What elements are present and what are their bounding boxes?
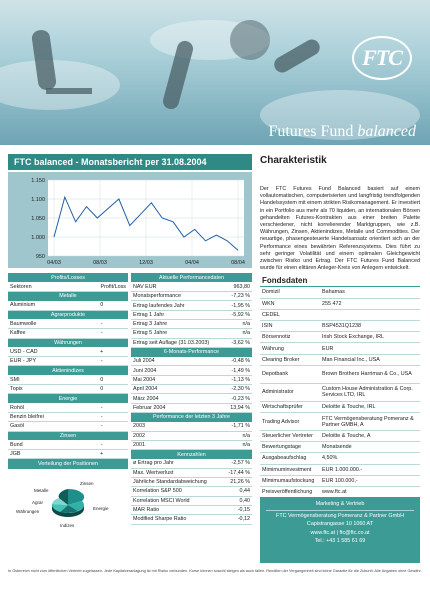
fund-field-label: WKN (260, 298, 320, 309)
contact-box (260, 497, 420, 563)
sector-header: Energie (8, 394, 128, 403)
fund-field-value: EUR 1.000.000.- (320, 464, 420, 475)
table-row (260, 287, 420, 298)
table-row (260, 486, 420, 497)
table-row (131, 338, 252, 347)
profit-sign: - (75, 319, 128, 328)
fund-field-label: Mimimumaufstockung (260, 475, 320, 486)
sector-name: JGB (8, 450, 75, 459)
metric-label: Ertrag seit Auflage (31.03.2003) (131, 338, 223, 347)
fund-data-header: Fondsdaten (260, 275, 420, 287)
fund-field-value: 4,50% (320, 453, 420, 464)
fund-field-label: Bewertungstage (260, 442, 320, 453)
metric-label: Modified Sharpe Ratio (131, 515, 223, 524)
table-row (131, 385, 252, 394)
metric-label: 2001 (131, 440, 223, 449)
metric-value: -0,23 % (223, 394, 252, 403)
metric-value: -1,49 % (223, 366, 252, 375)
profit-sign: - (75, 412, 128, 421)
table-row (260, 464, 420, 475)
metric-value: -5,92 % (223, 310, 252, 319)
x-tick-label: 04/04 (185, 260, 199, 266)
metric-value: n/a (223, 319, 252, 328)
pie-label-waehrungen: Währungen (16, 508, 40, 514)
table-row (260, 413, 420, 431)
contact-company: FTC Vermögensberatung Pomeranz & Partner GmbH (276, 512, 404, 519)
metric-value: 21,26 % (223, 478, 252, 487)
metric-value: -1,95 % (223, 301, 252, 310)
metric-label: Jährliche Standardabweichung (131, 478, 223, 487)
section-header: Aktuelle Performancedaten (131, 273, 252, 282)
table-row (131, 310, 252, 319)
fund-field-label: Börsennotiz (260, 332, 320, 343)
pie-label-indizes: Indizes (60, 522, 75, 528)
table-row (260, 383, 420, 401)
metric-label: NAV EUR (131, 282, 223, 291)
sector-name: Bund (8, 440, 75, 449)
characteristic-heading: Charakteristik (260, 155, 327, 166)
metric-value: n/a (223, 440, 252, 449)
profit-sign: 0 (75, 375, 128, 384)
fund-field-label: Domizil (260, 287, 320, 298)
profits-losses-table (8, 273, 128, 459)
metric-label: Februar 2004 (131, 403, 223, 412)
table-row (260, 453, 420, 464)
metric-value: -0,12 (223, 515, 252, 524)
table-row (8, 301, 128, 310)
table-row (131, 515, 252, 524)
fund-field-value: Man Financial Inc., USA (320, 354, 420, 365)
table-row (131, 375, 252, 384)
table-row (131, 468, 252, 477)
section-header: Performance der letzten 3 Jahre (131, 412, 252, 421)
metric-label: 2003 (131, 422, 223, 431)
table-row (8, 385, 128, 394)
metric-label: Monatsperformance (131, 292, 223, 301)
metric-label: Ertrag 5 Jahre (131, 329, 223, 338)
x-tick-label: 04/03 (47, 260, 61, 266)
table-row (260, 365, 420, 383)
profit-sign: - (75, 329, 128, 338)
profit-sign: 0 (75, 301, 128, 310)
fund-field-value: Custom House Administration & Corp. Services LTD, IRL (320, 383, 420, 401)
table-row (131, 422, 252, 431)
sector-name: Aluminium (8, 301, 75, 310)
report-title-bar (8, 154, 252, 170)
sector-name: SMI (8, 375, 75, 384)
table-row (8, 450, 128, 459)
fund-field-label: Wirtschaftsprüfer (260, 401, 320, 412)
fund-field-label: Depotbank (260, 365, 320, 383)
table-row (131, 459, 252, 468)
fund-field-value: Bahamas (320, 287, 420, 298)
table-row (131, 487, 252, 496)
metric-value: -2,57 % (223, 459, 252, 468)
sector-name: EUR - JPY (8, 357, 75, 366)
metric-value: -1,71 % (223, 422, 252, 431)
section-header: Kennzahlen (131, 450, 252, 459)
table-row (8, 440, 128, 449)
sector-header: Aktienindizes (8, 366, 128, 375)
diving-board (46, 88, 92, 94)
metric-value: -0,48 % (223, 357, 252, 366)
pie-label-energie: Energie (93, 505, 109, 511)
metric-label: Ertrag 3 Jahre (131, 319, 223, 328)
contact-header: Marketing & Vertrieb (315, 501, 365, 507)
fund-field-value: www.ftc.at (320, 486, 420, 497)
nav-chart-svg (8, 172, 252, 268)
table-row (260, 354, 420, 365)
fund-field-value: Irish Stock Exchange, IRL (320, 332, 420, 343)
table-row (8, 422, 128, 431)
metric-label: April 2004 (131, 385, 223, 394)
table-row (131, 431, 252, 440)
metric-label: 2002 (131, 431, 223, 440)
metric-value: 963,80 (223, 282, 252, 291)
metric-label: Mai 2004 (131, 375, 223, 384)
sector-col-header: Sektoren (8, 282, 75, 291)
table-row (131, 394, 252, 403)
contact-address: Capistrangasse 10 1060 AT (306, 521, 374, 528)
fund-field-label: CEDEL (260, 309, 320, 320)
table-row (260, 401, 420, 412)
table-row (260, 442, 420, 453)
nav-chart (8, 172, 252, 268)
table-row (131, 496, 252, 505)
contact-divider (266, 510, 414, 511)
pie-label-metalle: Metalle (34, 487, 49, 493)
table-row (8, 357, 128, 366)
table-row (131, 301, 252, 310)
fund-field-label: Währung (260, 343, 320, 354)
profit-sign: - (75, 440, 128, 449)
fund-field-value: 255 472 (320, 298, 420, 309)
disclaimer-footer: In Österreich nicht zum öffentlichen Vertrieb zugelassen. Jede Kapitalveranlagung ist mit Risiko verbunden. Kurse können sowohl steigen als auch fallen. Renditen der Vergangenheit sind keine Garantie für die Zukunft. Alle Angaben ohne Gewähr. (8, 569, 422, 573)
brand-title-main: Futures Fund (268, 123, 354, 140)
table-row (260, 431, 420, 442)
contact-web[interactable]: www.ftc.at | ftc@ftc.co.at (310, 529, 370, 536)
table-row (131, 319, 252, 328)
fund-field-label: Clearing Broker (260, 354, 320, 365)
sector-name: Kaffee (8, 329, 75, 338)
distribution-pie (8, 469, 128, 535)
fund-field-label: Steuerlicher Vertreter (260, 431, 320, 442)
table-row (131, 282, 252, 291)
metric-value: n/a (223, 329, 252, 338)
profits-losses-panel (8, 273, 128, 535)
table-row (260, 309, 420, 320)
metric-value: -3,62 % (223, 338, 252, 347)
table-row (260, 298, 420, 309)
metric-label: Juni 2004 (131, 366, 223, 375)
table-row (260, 332, 420, 343)
table-row (131, 329, 252, 338)
y-tick-label: 1.000 (31, 235, 45, 241)
table-row (8, 403, 128, 412)
table-row (8, 412, 128, 421)
fund-field-label: Administrator (260, 383, 320, 401)
fund-field-value: BSP4531Q1238 (320, 321, 420, 332)
report-title: FTC balanced - Monatsbericht per 31.08.2004 (14, 157, 207, 167)
distribution-table (8, 459, 128, 468)
table-row (260, 475, 420, 486)
profit-sign: 0 (75, 385, 128, 394)
fund-field-label: Mimimuminvestment (260, 464, 320, 475)
pie-label-agrar: Agrar (32, 499, 44, 505)
diver-figure (230, 20, 270, 60)
ftc-logo (352, 36, 412, 80)
logo-text: FTC (362, 45, 402, 70)
table-row (131, 505, 252, 514)
table-row (131, 292, 252, 301)
performance-panel (131, 273, 252, 525)
header-banner (0, 0, 430, 145)
metric-value: 13,94 % (223, 403, 252, 412)
sector-name: Baumwolle (8, 319, 75, 328)
profit-col-header: Profit/Loss (75, 282, 128, 291)
characteristic-text: Der FTC Futures Fund Balanced basiert auf einem vollautomatischen, computerisierten und langfristig trendfolgenden Handelssystem mit einem strikten Risikomanagement. Er investiert in ein Portfolio aus mehr als 70 liquiden, an internationalen Börsen gehandelten Futures-Kontrakten aus einer breiten Palette verschiedener, nicht korrelierender Marktgruppen, wie z.B. Währungen, Zinsen, Aktienindizes, Metalle und Commodities. Der neuartige, phasengesteuerte Handelsansatz orientiert sich an der Performance eines bewährten Referenzsystems. Dies führt zu sehr geringer Volatilität und einem optimalen Gleichgewicht zwischen Risiko und Ertrag. Der FTC Futures Fund Balanced wurde für einen elitären Anleger-Kreis von Anlegern entwickelt. (260, 186, 420, 272)
table-row (131, 403, 252, 412)
performance-table (131, 273, 252, 525)
cloud-shape (0, 60, 120, 110)
table-row (131, 440, 252, 449)
metric-label: MAR Ratio (131, 505, 223, 514)
table-row (131, 357, 252, 366)
fund-field-value: Deloitte & Touche, A (320, 431, 420, 442)
metric-value: -7,23 % (223, 292, 252, 301)
distribution-header: Verteilung der Positionen (8, 459, 128, 468)
metric-value: n/a (223, 431, 252, 440)
diver-figure (271, 37, 322, 76)
fund-field-label: Ausgabeaufschlag (260, 453, 320, 464)
sector-header: Agrarprodukte (8, 310, 128, 319)
fund-field-value: EUR (320, 343, 420, 354)
table-row (131, 366, 252, 375)
fund-field-value (320, 309, 420, 320)
sector-name: Rohöl (8, 403, 75, 412)
metric-label: Ertrag laufendes Jahr (131, 301, 223, 310)
table-row (8, 347, 128, 356)
table-row (8, 375, 128, 384)
sector-header: Metalle (8, 292, 128, 301)
sector-header: Währungen (8, 338, 128, 347)
metric-value: -0,15 (223, 505, 252, 514)
metric-label: ø Ertrag pro Jahr (131, 459, 223, 468)
metric-value: -2,30 % (223, 385, 252, 394)
metric-value: 0,44 (223, 487, 252, 496)
profit-sign: - (75, 357, 128, 366)
sector-name: USD - CAD (8, 347, 75, 356)
profit-sign: - (75, 422, 128, 431)
profit-sign: - (75, 403, 128, 412)
fund-field-value: Brown Brothers Harriman & Co., USA (320, 365, 420, 383)
sector-header: Zinsen (8, 431, 128, 440)
table-row (260, 321, 420, 332)
brand-title-italic: balanced (357, 123, 416, 140)
metric-label: März 2004 (131, 394, 223, 403)
metric-value: -17,44 % (223, 468, 252, 477)
metric-label: Ertrag 1 Jahr (131, 310, 223, 319)
fund-field-label: ISIN (260, 321, 320, 332)
section-header: 6-Monats-Performance (131, 347, 252, 356)
fund-field-value: EUR 100.000,- (320, 475, 420, 486)
fund-field-label: Trading Advisor (260, 413, 320, 431)
profit-sign: + (75, 450, 128, 459)
metric-value: -1,13 % (223, 375, 252, 384)
y-tick-label: 1.050 (31, 216, 45, 222)
x-tick-label: 12/03 (139, 260, 153, 266)
table-row (8, 329, 128, 338)
fund-field-value: Monatsende (320, 442, 420, 453)
table-row (260, 343, 420, 354)
x-tick-label: 08/04 (231, 260, 245, 266)
y-tick-label: 1.100 (31, 197, 45, 203)
fund-data-table (260, 287, 420, 498)
fund-data-panel (260, 275, 420, 498)
table-row (131, 478, 252, 487)
y-tick-label: 950 (35, 254, 45, 260)
sector-name: Topix (8, 385, 75, 394)
pie-label-zinsen: Zinsen (80, 480, 94, 486)
profit-sign: + (75, 347, 128, 356)
brand-title (268, 123, 416, 141)
fund-field-label: Preisveröffentlichung (260, 486, 320, 497)
fund-field-value: FTC Vermögensberatung Pomeranz & Partner GMBH, A (320, 413, 420, 431)
sector-name: Gasöl (8, 422, 75, 431)
metric-label: Korrelation S&P 500 (131, 487, 223, 496)
metric-label: Juli 2004 (131, 357, 223, 366)
metric-value: 0,40 (223, 496, 252, 505)
table-row (8, 319, 128, 328)
metric-label: Max. Wertverlust (131, 468, 223, 477)
sector-name: Benzin bleifrei (8, 412, 75, 421)
metric-label: Korrelation MSCI World (131, 496, 223, 505)
x-tick-label: 08/03 (93, 260, 107, 266)
y-tick-label: 1.150 (31, 178, 45, 184)
fund-field-value: Deloitte & Touche, IRL (320, 401, 420, 412)
profits-losses-header: Profits/Losses (8, 273, 128, 282)
contact-phone: Tel.: +43 1 585 61 69 (314, 538, 366, 545)
